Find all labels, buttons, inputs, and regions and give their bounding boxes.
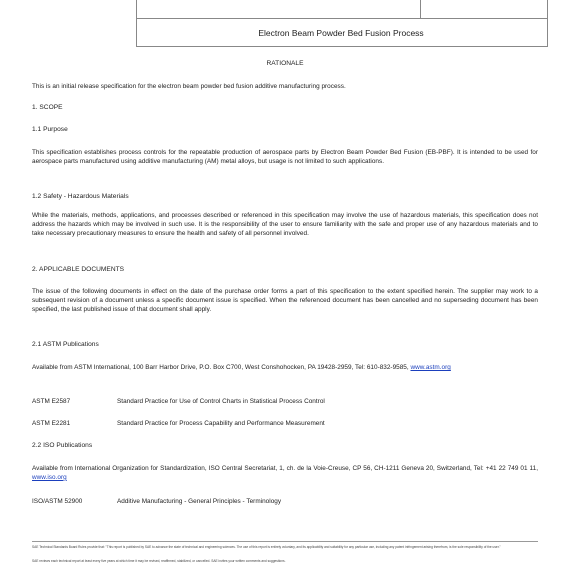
footer-disclaimer: SAE Technical Standards Board Rules provide that: "This report is published by SAE to advance the state of technical and engineering sciences. The use of this report is entirely voluntary, and its applicability and suitability for any particular use, including any patent infringement arising therefrom, is the sole responsibility of the user." (32, 545, 501, 549)
astm-doc-title: Standard Practice for Process Capability and Performance Measurement (117, 420, 325, 427)
rationale-text: This is an initial release specification for the electron beam powder bed fusion additive manufacturing process. (32, 83, 346, 90)
iso-doc-title: Additive Manufacturing - General Principles - Terminology (117, 498, 282, 505)
document-title: Electron Beam Powder Bed Fusion Process (258, 28, 424, 38)
iso-doc-code: ISO/ASTM 52900 (32, 498, 83, 505)
iso-text: Available from International Organization for Standardization, ISO Central Secretariat, 1, ch. de la Voie-Creuse, CP 56, CH-1211 Geneva 20, Switzerland, Tel: +41 22 749 01 11, www.iso.org (32, 465, 538, 481)
header-top-cell (136, 0, 548, 19)
section-2-1-heading: 2.1 ASTM Publications (32, 341, 99, 348)
purpose-text: This specification establishes process controls for the repeatable production of aerospace parts by Electron Beam Powder Bed Fusion (EB-PBF). It is intended to be used for aerospace parts manufactured using additive manufacturing (AM) metal alloys, but usage is not limited to such applications. (32, 149, 538, 165)
footer-divider (32, 541, 538, 542)
footer-review-note: SAE reviews each technical report at least every five years at which time it may be revised, reaffirmed, stabilized, or cancelled. SAE invites your written comments and suggestions. (32, 559, 286, 563)
section-2-2-heading: 2.2 ISO Publications (32, 442, 93, 449)
safety-text: While the materials, methods, applications, and processes described or referenced in this specification may involve the use of hazardous materials, this specification does not address the hazards which may be involved in such use. It is the responsibility of the user to ensure familiarity with the safe and proper use of any hazardous materials and to take necessary precautionary measures to ensure the health and safety of all personnel involved. (32, 212, 538, 237)
section-1-2-heading: 1.2 Safety - Hazardous Materials (32, 193, 129, 200)
astm-text: Available from ASTM International, 100 Barr Harbor Drive, P.O. Box C700, West Conshohocken, PA 19428-2959, Tel: 610-832-9585, www.astm.org (32, 364, 451, 371)
iso-website-link[interactable]: www.iso.org (32, 473, 67, 481)
astm-doc-code: ASTM E2587 (32, 398, 71, 405)
section-1-1-heading: 1.1 Purpose (32, 126, 68, 133)
astm-website-link[interactable]: www.astm.org (410, 364, 451, 371)
astm-doc-title: Standard Practice for Use of Control Charts in Statistical Process Control (117, 398, 325, 405)
applicable-text: The issue of the following documents in effect on the date of the purchase order forms a part of this specification to the extent specified herein. The supplier may work to a subsequent revision of a document unless a specific document issue is specified. When the referenced document has been cancelled and no superseding document has been specified, the last published issue of that document shall apply. (32, 288, 538, 313)
section-1-heading: 1. SCOPE (32, 104, 63, 111)
rationale-heading: RATIONALE (266, 60, 304, 67)
section-2-heading: 2. APPLICABLE DOCUMENTS (32, 266, 125, 273)
astm-doc-code: ASTM E2281 (32, 420, 71, 427)
